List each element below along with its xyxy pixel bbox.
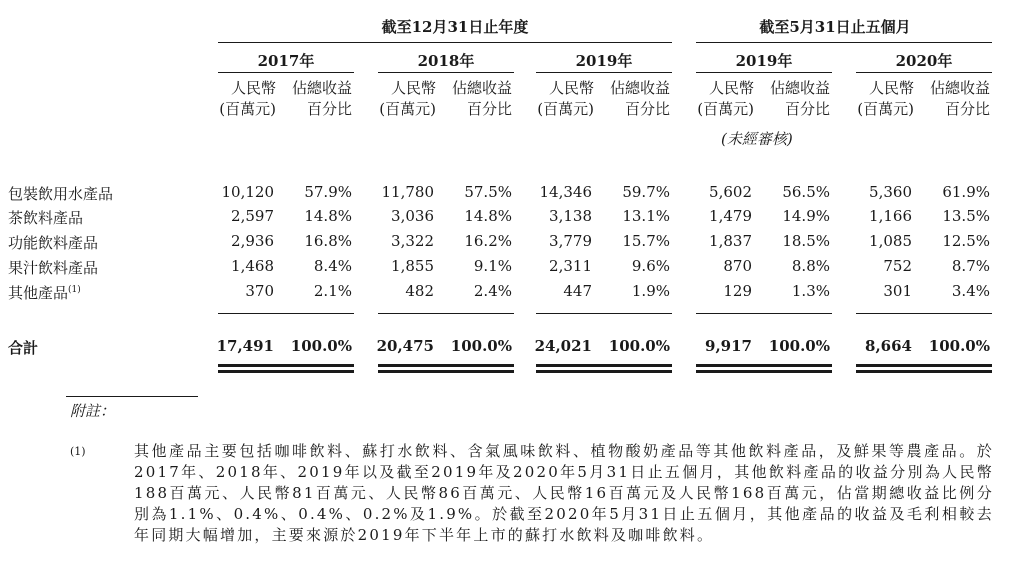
col-header-percentage: 佔總收益 百分比 — [609, 79, 670, 118]
total-percentage: 100.0% — [928, 337, 990, 355]
cell-percentage: 56.5% — [782, 183, 830, 201]
total-double-rule — [378, 370, 514, 373]
col-header-amount: 人民幣 (百萬元) — [379, 79, 436, 118]
total-double-rule — [856, 370, 992, 373]
year-rule-2020-five-months — [856, 72, 992, 73]
total-percentage: 100.0% — [290, 337, 352, 355]
cell-percentage: 15.7% — [622, 232, 670, 250]
cell-percentage: 8.8% — [791, 257, 830, 275]
year-rule-2019-five-months — [696, 72, 832, 73]
cell-percentage: 9.6% — [631, 257, 670, 275]
cell-percentage: 57.5% — [464, 183, 512, 201]
cell-amount: 3,322 — [391, 232, 434, 250]
cell-amount: 1,837 — [709, 232, 752, 250]
cell-amount: 870 — [723, 257, 752, 275]
cell-amount: 5,360 — [869, 183, 912, 201]
total-double-rule — [218, 364, 354, 367]
period-rule-five-months — [696, 42, 992, 43]
cell-amount: 1,479 — [709, 207, 752, 225]
year-header-2019-five-months: 2019年 — [735, 52, 793, 70]
cell-amount: 10,120 — [221, 183, 274, 201]
cell-percentage: 16.8% — [304, 232, 352, 250]
cell-amount: 2,311 — [549, 257, 592, 275]
cell-percentage: 14.9% — [782, 207, 830, 225]
cell-amount: 447 — [563, 282, 592, 300]
total-double-rule — [378, 364, 514, 367]
cell-percentage: 61.9% — [942, 183, 990, 201]
row-label-text: 茶飲料產品 — [8, 209, 84, 227]
cell-percentage: 59.7% — [622, 183, 670, 201]
total-percentage: 100.0% — [608, 337, 670, 355]
cell-amount: 1,855 — [391, 257, 434, 275]
period-rule-fiscal-year — [218, 42, 672, 43]
cell-amount: 1,085 — [869, 232, 912, 250]
year-rule-2018 — [378, 72, 514, 73]
subtotal-rule — [218, 313, 354, 314]
cell-percentage: 12.5% — [942, 232, 990, 250]
row-label — [8, 232, 98, 253]
cell-amount: 14,346 — [539, 183, 592, 201]
cell-percentage: 13.1% — [622, 207, 670, 225]
row-label — [8, 183, 113, 204]
cell-amount: 5,602 — [709, 183, 752, 201]
cell-amount: 1,468 — [231, 257, 274, 275]
total-percentage: 100.0% — [768, 337, 830, 355]
subtotal-rule — [378, 313, 514, 314]
col-header-percentage: 佔總收益 百分比 — [929, 79, 990, 118]
total-double-rule — [536, 364, 672, 367]
note-text: 其他產品主要包括咖啡飲料、蘇打水飲料、含氣風味飲料、植物酸奶產品等其他飲料產品，及鮮果等農產品。於2017年、2018年、2019年以及截至2019年及2020年5月31日止五個月，其他飲料產品的收益分別為人民幣188百萬元、人民幣81百萬元、人民幣86百萬元、人民幣16百萬元及人民幣168百萬元，佔當期總收益比例分別為1.1%、0.4%、0.4%、0.2%及1.9%。於截至2020年5月31日止五個月，其他產品的收益及毛利相較去年同期大幅增加，主要來源於2019年下半年上市的蘇打水飲料及咖啡飲料。 — [134, 442, 994, 544]
total-double-rule — [536, 370, 672, 373]
col-header-amount: 人民幣 (百萬元) — [537, 79, 594, 118]
year-header-2020-five-months: 2020年 — [895, 52, 953, 70]
row-label-text: 其他產品 — [8, 284, 69, 302]
year-rule-2019 — [536, 72, 672, 73]
cell-percentage: 16.2% — [464, 232, 512, 250]
total-percentage: 100.0% — [450, 337, 512, 355]
total-double-rule — [856, 364, 992, 367]
cell-amount: 2,597 — [231, 207, 274, 225]
row-label-text: 功能飲料產品 — [8, 234, 99, 252]
cell-percentage: 1.9% — [631, 282, 670, 300]
row-label-text: 果汁飲料產品 — [8, 259, 99, 277]
period-header-five-months: 截至5月31日止五個月 — [759, 18, 911, 36]
col-header-amount: 人民幣 (百萬元) — [697, 79, 754, 118]
cell-amount: 301 — [883, 282, 912, 300]
cell-percentage: 3.4% — [951, 282, 990, 300]
subtotal-rule — [856, 313, 992, 314]
cell-percentage: 9.1% — [473, 257, 512, 275]
row-label-text: 包裝飲用水產品 — [8, 185, 114, 203]
cell-amount: 1,166 — [869, 207, 912, 225]
cell-amount: 2,936 — [231, 232, 274, 250]
cell-percentage: 14.8% — [304, 207, 352, 225]
cell-percentage: 2.4% — [473, 282, 512, 300]
row-label — [8, 257, 98, 278]
total-label: 合計 — [8, 339, 39, 357]
cell-percentage: 57.9% — [304, 183, 352, 201]
col-header-percentage: 佔總收益 百分比 — [291, 79, 352, 118]
subtotal-rule — [696, 313, 832, 314]
year-header-2017: 2017年 — [257, 52, 315, 70]
cell-percentage: 2.1% — [313, 282, 352, 300]
period-header-fiscal-year: 截至12月31日止年度 — [381, 18, 529, 36]
cell-percentage: 18.5% — [782, 232, 830, 250]
cell-amount: 752 — [883, 257, 912, 275]
cell-amount: 3,036 — [391, 207, 434, 225]
col-header-percentage: 佔總收益 百分比 — [769, 79, 830, 118]
cell-amount: 3,138 — [549, 207, 592, 225]
total-double-rule — [696, 370, 832, 373]
cell-percentage: 1.3% — [791, 282, 830, 300]
unaudited-marker: (未經審核) — [721, 130, 793, 148]
cell-percentage: 14.8% — [464, 207, 512, 225]
notes-title: 附註： — [70, 402, 116, 420]
cell-amount: 370 — [245, 282, 274, 300]
row-label — [8, 282, 81, 303]
col-header-amount: 人民幣 (百萬元) — [219, 79, 276, 118]
year-header-2019: 2019年 — [575, 52, 633, 70]
cell-amount: 129 — [723, 282, 752, 300]
subtotal-rule — [536, 313, 672, 314]
col-header-percentage: 佔總收益 百分比 — [451, 79, 512, 118]
total-amount: 8,664 — [865, 337, 912, 355]
cell-percentage: 8.4% — [313, 257, 352, 275]
total-double-rule — [696, 364, 832, 367]
cell-amount: 3,779 — [549, 232, 592, 250]
col-header-amount: 人民幣 (百萬元) — [857, 79, 914, 118]
year-rule-2017 — [218, 72, 354, 73]
total-amount: 9,917 — [705, 337, 752, 355]
total-amount: 20,475 — [376, 337, 434, 355]
note-marker: (1) — [70, 445, 86, 458]
notes-separator — [66, 396, 198, 397]
year-header-2018: 2018年 — [417, 52, 475, 70]
footnote-ref: (1) — [68, 285, 81, 295]
cell-percentage: 8.7% — [951, 257, 990, 275]
total-amount: 24,021 — [534, 337, 592, 355]
total-double-rule — [218, 370, 354, 373]
total-amount: 17,491 — [216, 337, 274, 355]
cell-amount: 482 — [405, 282, 434, 300]
row-label — [8, 207, 83, 228]
cell-percentage: 13.5% — [942, 207, 990, 225]
cell-amount: 11,780 — [381, 183, 434, 201]
